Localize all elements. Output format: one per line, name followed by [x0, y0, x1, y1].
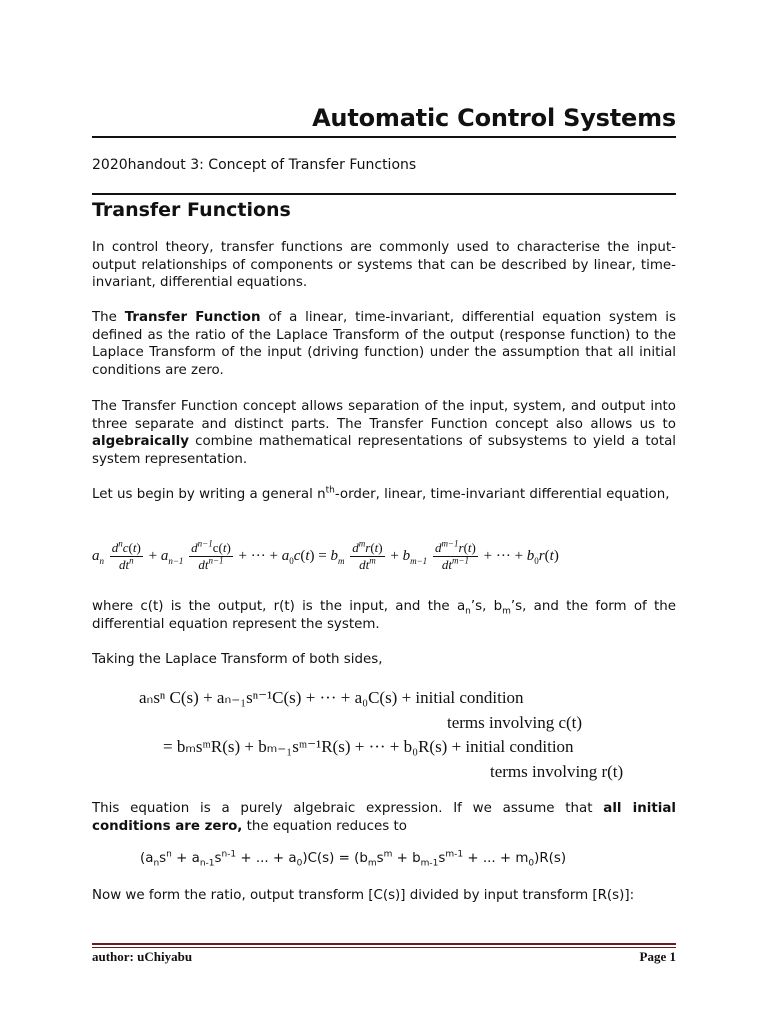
paragraph-algebraic: This equation is a purely algebraic expression. If we assume that all initial conditions are zero, the equation reduces to — [92, 801, 676, 834]
differential-equation: $a_n$ $\frac{d^nc(t)}{dt^n}$ + $a_{n-1}$ $\frac{d^{n-1}c(t)}{dt^{n-1}}$ + ··· + $a_0c(t) = b_m$ $\frac{d^mr(t)}{dt^m}$ + $b_{m-1}$ $\frac{d^{m-1}r(t)}{dt^{m-1}}$ + ··· + $b_0r(t)$ — [92, 538, 559, 572]
subtitle-rule — [92, 193, 676, 195]
document-page — [92, 0, 676, 1024]
bold-term: Transfer Function — [124, 310, 261, 325]
page-number: Page 1 — [639, 949, 676, 964]
reduced-equation: ($a_ns^n + a_{n-1}s^{n-1}$ + ... + $a_0)C(s) = (b_ms^m + b_{m-1}s^{m-1}$ + ... + $m_0)R(s)$ — [140, 849, 567, 869]
paragraph-laplace: Taking the Laplace Transform of both sides, — [92, 652, 383, 667]
laplace-equation-line2: terms involving c(t) — [447, 713, 583, 732]
paragraph-concept: The Transfer Function concept allows separation of the input, system, and output into three separate and distinct parts. The Transfer Function concept also allows us to algebraically combine mathematical representations of subsystems to yield a total system representation. — [92, 399, 676, 467]
laplace-equation-line3: = bₘsᵐR(s) + bₘ₋₁sᵐ⁻¹R(s) + ··· + b₀R(s) + initial condition — [163, 737, 574, 756]
laplace-equation-line1: aₙsⁿ C(s) + aₙ₋₁sⁿ⁻¹C(s) + ··· + a₀C(s) + initial condition — [139, 688, 524, 707]
paragraph-ratio: Now we form the ratio, output transform [C(s)] divided by input transform [R(s)]: — [92, 888, 635, 903]
paragraph-where: where c(t) is the output, r(t) is the input, and the $a_n’s$, $b_m’s$, and the form of the differential equation represent the system. — [92, 599, 677, 632]
handout-subtitle: 2020handout 3: Concept of Transfer Functions — [92, 157, 417, 173]
paragraph-begin: Let us begin by writing a general $n^{th}$-order, linear, time-invariant differential equation, — [92, 485, 670, 502]
bold-term: all initial conditions are zero, — [92, 801, 676, 834]
paragraph-intro: In control theory, transfer functions are commonly used to characterise the input-output relationships of components or systems that can be described by linear, time-invariant, differential equations. — [92, 240, 676, 291]
document-title: Automatic Control Systems — [312, 104, 676, 132]
footer-author: author: uChiyabu — [92, 949, 193, 964]
section-heading: Transfer Functions — [92, 199, 291, 221]
paragraph-definition: The Transfer Function of a linear, time-invariant, differential equation system is defined as the ratio of the Laplace Transform of the output (response function) to the Laplace Transform of the input (driving function) under the assumption that all initial conditions are zero. — [92, 310, 676, 378]
title-rule — [92, 136, 676, 138]
bold-term: algebraically — [92, 434, 189, 450]
footer-rule — [92, 943, 676, 945]
footer-rule-thin — [92, 947, 676, 948]
laplace-equation-line4: terms involving r(t) — [490, 762, 624, 781]
